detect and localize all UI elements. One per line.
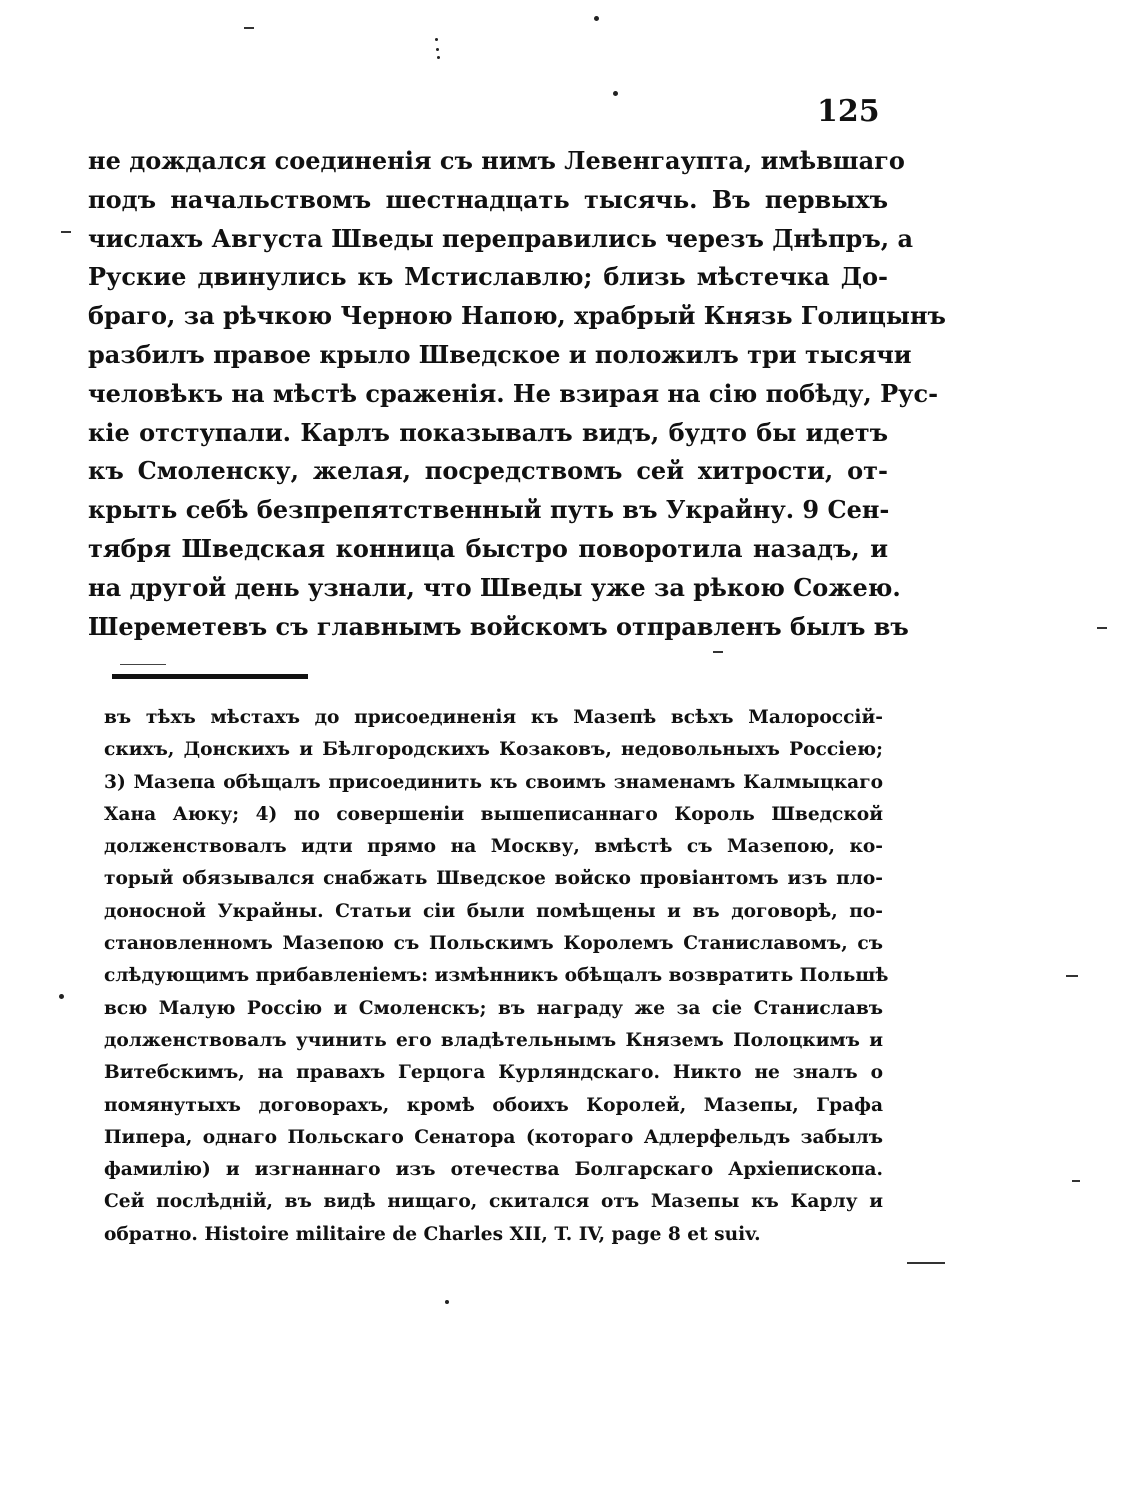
scan-speck: [613, 91, 618, 96]
page-number: 125: [817, 94, 880, 129]
scan-mark: [1072, 1180, 1080, 1182]
main-text-line: Руские двинулись къ Мстиславлю; близь мѣстечка До-: [88, 262, 888, 292]
main-text-line: числахъ Августа Шведы переправились черезъ Днѣпръ, а: [88, 223, 914, 253]
main-text-line: разбилъ правое крыло Шведское и положилъ три тысячи: [88, 339, 912, 369]
footnote-block: [104, 702, 889, 1251]
footnote-line: Пипера, однаго Польскаго Сенатора (котораго Адлерфельдъ забылъ: [104, 1126, 883, 1148]
main-text-line: Шереметевъ съ главнымъ войскомъ отправленъ былъ въ: [88, 611, 909, 641]
scan-mark: [61, 231, 71, 233]
scan-speck: [445, 1300, 449, 1304]
scan-mark: [1066, 975, 1078, 977]
footnote-line: фамилію) и изгнаннаго изъ отечества Болгарскаго Архіепископа.: [104, 1159, 883, 1181]
footnote-line: всю Малую Россію и Смоленскъ; въ награду же за сіе Станиславъ: [104, 997, 883, 1019]
footnote-line: въ тѣхъ мѣстахъ до присоединенія къ Мазепѣ всѣхъ Малороссій-: [104, 707, 883, 728]
footnote-line: торый обязывался снабжать Шведское войско провіантомъ изъ пло-: [104, 868, 883, 890]
footnote-line: становленномъ Мазепою съ Польскимъ Королемъ Станиславомъ, съ: [104, 933, 883, 955]
scan-speck: [59, 994, 64, 999]
main-text-line: крыть себѣ безпрепятственный путь въ Украйну. 9 Сен-: [88, 495, 890, 525]
footnote-line: Витебскимъ, на правахъ Герцога Курляндскаго. Никто не зналъ о: [104, 1062, 883, 1084]
main-text-line: кіе отступали. Карлъ показывалъ видъ, будто бы идетъ: [88, 417, 888, 447]
footnote-rule-thin: [120, 664, 166, 665]
main-text-line: тября Шведская конница быстро поворотила назадъ, и: [88, 533, 888, 563]
footnote-line: 3) Мазепа обѣщалъ присоединить къ своимъ знаменамъ Калмыцкаго: [104, 771, 883, 793]
main-text-line: человѣкъ на мѣстѣ сраженія. Не взирая на сію побѣду, Рус-: [88, 378, 939, 408]
main-text-line: подъ начальствомъ шестнадцать тысячь. Въ первыхъ: [88, 184, 888, 214]
footnote-line: долженствовалъ идти прямо на Москву, вмѣстѣ съ Мазепою, ко-: [104, 836, 883, 858]
scan-mark: [907, 1262, 945, 1264]
footnote-line: слѣдующимъ прибавленіемъ: измѣнникъ обѣщалъ возвратить Польшѣ: [104, 965, 889, 987]
footnote-line: скихъ, Донскихъ и Бѣлгородскихъ Козаковъ, недовольныхъ Россіею;: [104, 739, 883, 761]
scan-mark: [244, 27, 254, 29]
main-text-line: не дождался соединенія съ нимъ Левенгаупта, имѣвшаго: [88, 146, 905, 175]
main-text-line: браго, за рѣчкою Черною Напою, храбрый Князь Голицынъ: [88, 301, 946, 331]
footnote-line: обратно. Histoire militaire de Charles XII, T. IV, page 8 et suiv.: [104, 1223, 761, 1245]
footnote-line: Хана Аюку; 4) по совершеніи вышеписаннаго Король Шведской: [104, 803, 883, 825]
footnote-line: долженствовалъ учинить его владѣтельнымъ Княземъ Полоцкимъ и: [104, 1029, 883, 1051]
main-text-line: къ Смоленску, желая, посредствомъ сей хитрости, от-: [88, 456, 888, 486]
scan-speck: [594, 16, 599, 21]
main-text-block: [88, 142, 946, 646]
scan-speck: [437, 56, 440, 59]
main-text-line: на другой день узнали, что Шведы уже за рѣкою Сожею.: [88, 572, 901, 602]
scan-mark: [713, 651, 723, 653]
scan-mark: [1097, 627, 1107, 629]
footnote-line: доносной Украйны. Статьи сіи были помѣщены и въ договорѣ, по-: [104, 900, 883, 922]
footnote-line: помянутыхъ договорахъ, кромѣ обоихъ Королей, Мазепы, Графа: [104, 1094, 883, 1116]
footnote-separator-rule: [112, 674, 308, 679]
scan-speck: [436, 48, 439, 51]
footnote-line: Сей послѣдній, въ видѣ нищаго, скитался отъ Мазепы къ Карлу и: [104, 1191, 883, 1213]
scan-speck: [435, 38, 438, 41]
